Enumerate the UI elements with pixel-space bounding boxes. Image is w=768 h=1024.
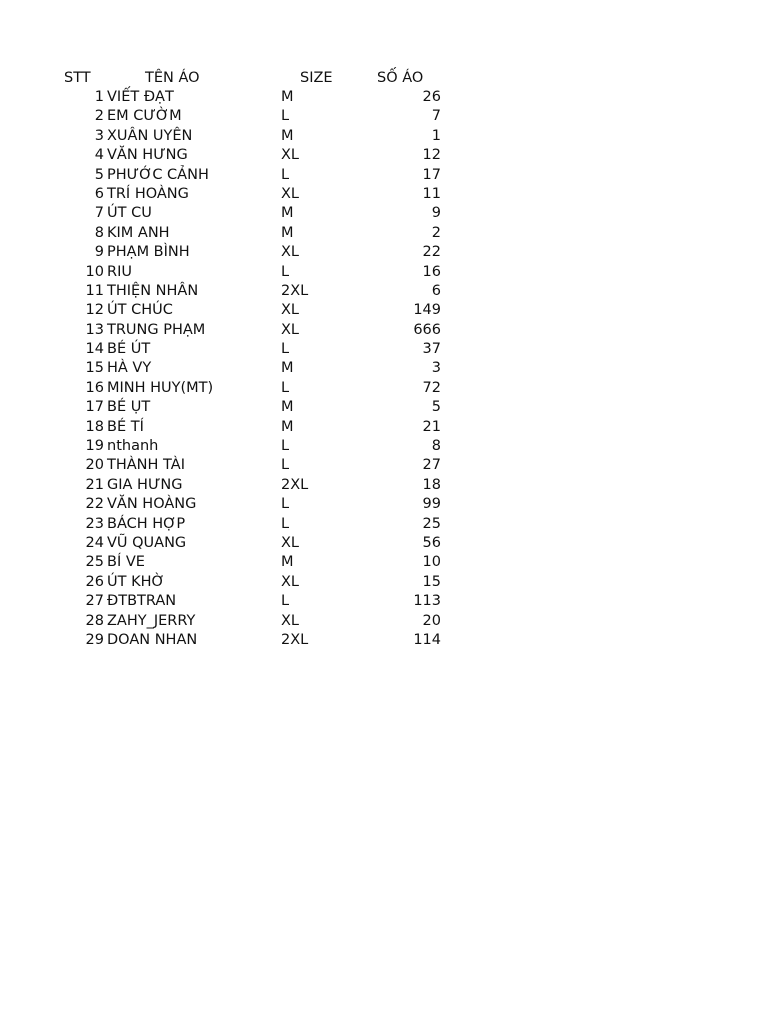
cell-stt: 25 <box>85 554 104 571</box>
cell-stt: 27 <box>85 593 104 610</box>
cell-number: 9 <box>431 205 441 222</box>
cell-stt: 10 <box>85 263 104 280</box>
cell-number: 5 <box>431 399 441 416</box>
cell-number: 10 <box>422 554 441 571</box>
table-row <box>60 456 460 475</box>
cell-stt: 1 <box>94 89 104 105</box>
cell-size: XL <box>281 244 300 261</box>
cell-size: L <box>281 438 290 455</box>
table-row <box>60 612 460 631</box>
cell-stt: 23 <box>85 515 104 532</box>
cell-stt: 2 <box>94 108 104 125</box>
cell-size: M <box>281 89 294 105</box>
cell-size: XL <box>281 573 300 590</box>
table-row <box>60 146 460 165</box>
cell-size: M <box>281 418 294 435</box>
cell-size: 2XL <box>281 631 309 648</box>
cell-number: 6 <box>431 282 441 299</box>
cell-stt: 17 <box>85 399 104 416</box>
cell-size: L <box>281 593 290 610</box>
cell-size: M <box>281 224 294 241</box>
cell-stt: 19 <box>85 438 104 455</box>
cell-name: TRÍ HOÀNG <box>107 185 189 202</box>
table-row <box>60 301 460 320</box>
cell-number: 20 <box>422 612 441 629</box>
table-row <box>60 166 460 185</box>
cell-size: XL <box>281 185 300 202</box>
cell-size: L <box>281 457 290 474</box>
header-size: SIZE <box>300 70 333 86</box>
cell-name: BÁCH HỢP <box>107 515 186 532</box>
cell-number: 17 <box>422 166 441 183</box>
cell-number: 72 <box>422 379 441 396</box>
cell-stt: 22 <box>85 496 104 513</box>
cell-number: 21 <box>422 418 441 435</box>
cell-size: L <box>281 379 290 396</box>
cell-stt: 4 <box>94 147 104 164</box>
cell-number: 26 <box>422 89 441 105</box>
table-row <box>60 495 460 514</box>
cell-size: M <box>281 127 294 144</box>
cell-size: XL <box>281 534 300 551</box>
cell-name: PHƯỚC CẢNH <box>107 166 209 183</box>
cell-name: BÉ ÚT <box>107 341 151 358</box>
table-row <box>60 534 460 553</box>
table-row <box>60 573 460 592</box>
cell-name: DOAN NHAN <box>107 631 198 648</box>
cell-stt: 28 <box>85 612 104 629</box>
cell-size: L <box>281 166 290 183</box>
cell-name: MINH HUY(MT) <box>107 379 214 396</box>
cell-stt: 18 <box>85 418 104 435</box>
table-row <box>60 321 460 340</box>
cell-name: TRUNG PHẠM <box>107 321 206 338</box>
cell-number: 1 <box>431 127 441 144</box>
cell-size: 2XL <box>281 476 309 493</box>
cell-size: M <box>281 360 294 377</box>
cell-stt: 15 <box>85 360 104 377</box>
cell-stt: 5 <box>94 166 104 183</box>
table-row <box>60 476 460 495</box>
cell-stt: 29 <box>85 631 104 648</box>
cell-name: ÚT KHỜ <box>107 573 165 590</box>
cell-stt: 24 <box>85 534 104 551</box>
cell-number: 666 <box>413 321 441 338</box>
cell-size: XL <box>281 302 300 319</box>
cell-number: 113 <box>413 593 441 610</box>
cell-number: 3 <box>431 360 441 377</box>
table-row <box>60 185 460 204</box>
cell-name: ZAHY_JERRY <box>107 612 196 629</box>
cell-size: L <box>281 341 290 358</box>
cell-stt: 8 <box>94 224 104 241</box>
cell-size: L <box>281 515 290 532</box>
cell-stt: 13 <box>85 321 104 338</box>
cell-size: L <box>281 496 290 513</box>
cell-name: ÚT CHÚC <box>107 302 173 319</box>
cell-number: 27 <box>422 457 441 474</box>
cell-stt: 3 <box>94 127 104 144</box>
cell-stt: 26 <box>85 573 104 590</box>
table-row <box>60 340 460 359</box>
cell-name: VĂN HOÀNG <box>107 496 197 513</box>
cell-size: M <box>281 554 294 571</box>
cell-name: VŨ QUANG <box>107 534 187 551</box>
cell-number: 149 <box>413 302 441 319</box>
header-stt: STT <box>64 70 91 86</box>
cell-size: XL <box>281 147 300 164</box>
cell-name: ÚT CU <box>107 205 152 222</box>
table-row <box>60 263 460 282</box>
cell-name: GIA HƯNG <box>107 476 183 493</box>
table-body <box>60 88 460 650</box>
table-row <box>60 398 460 417</box>
cell-size: 2XL <box>281 282 309 299</box>
table-row <box>60 224 460 243</box>
cell-stt: 6 <box>94 185 104 202</box>
cell-name: VIẾT ĐẠT <box>107 89 174 105</box>
cell-name: PHẠM BÌNH <box>107 244 190 261</box>
table-row <box>60 127 460 146</box>
cell-size: M <box>281 205 294 222</box>
table-row <box>60 437 460 456</box>
cell-name: HÀ VY <box>107 360 152 377</box>
cell-name: ĐTBTRAN <box>107 593 177 610</box>
cell-size: L <box>281 263 290 280</box>
table-row <box>60 631 460 650</box>
table-row <box>60 88 460 107</box>
cell-number: 37 <box>422 341 441 358</box>
header-name: TÊN ÁO <box>145 70 200 86</box>
cell-number: 11 <box>422 185 441 202</box>
cell-number: 18 <box>422 476 441 493</box>
cell-number: 16 <box>422 263 441 280</box>
cell-number: 2 <box>431 224 441 241</box>
cell-name: VĂN HƯNG <box>107 147 188 164</box>
cell-name: THIỆN NHÂN <box>107 282 199 299</box>
cell-number: 7 <box>431 108 441 125</box>
cell-number: 99 <box>422 496 441 513</box>
cell-stt: 21 <box>85 476 104 493</box>
table-row <box>60 204 460 223</box>
cell-stt: 7 <box>94 205 104 222</box>
cell-number: 114 <box>413 631 441 648</box>
table-row <box>60 515 460 534</box>
cell-size: XL <box>281 612 300 629</box>
cell-name: nthanh <box>107 438 159 455</box>
table-row <box>60 243 460 262</box>
table-header-row <box>60 68 460 88</box>
cell-number: 25 <box>422 515 441 532</box>
header-number: SỐ ÁO <box>377 70 424 86</box>
cell-stt: 16 <box>85 379 104 396</box>
cell-number: 15 <box>422 573 441 590</box>
cell-stt: 11 <box>85 282 104 299</box>
cell-number: 56 <box>422 534 441 551</box>
cell-name: BÉ TÍ <box>107 418 144 435</box>
cell-name: KIM ANH <box>107 224 170 241</box>
jersey-table <box>60 68 460 650</box>
table-row <box>60 359 460 378</box>
cell-name: EM CƯỜM <box>107 108 182 125</box>
table-row <box>60 107 460 126</box>
table-row <box>60 592 460 611</box>
table-row <box>60 418 460 437</box>
cell-name: BÉ ỤT <box>107 399 151 416</box>
cell-stt: 14 <box>85 341 104 358</box>
cell-number: 8 <box>431 438 441 455</box>
table-row <box>60 282 460 301</box>
cell-size: XL <box>281 321 300 338</box>
table-row <box>60 553 460 572</box>
cell-number: 22 <box>422 244 441 261</box>
cell-number: 12 <box>422 147 441 164</box>
cell-size: M <box>281 399 294 416</box>
cell-stt: 9 <box>94 244 104 261</box>
cell-name: THÀNH TÀI <box>107 457 185 474</box>
cell-name: RIU <box>107 263 132 280</box>
cell-size: L <box>281 108 290 125</box>
cell-name: BÍ VE <box>107 554 145 571</box>
cell-name: XUÂN UYÊN <box>107 127 193 144</box>
cell-stt: 20 <box>85 457 104 474</box>
table-row <box>60 379 460 398</box>
cell-stt: 12 <box>85 302 104 319</box>
